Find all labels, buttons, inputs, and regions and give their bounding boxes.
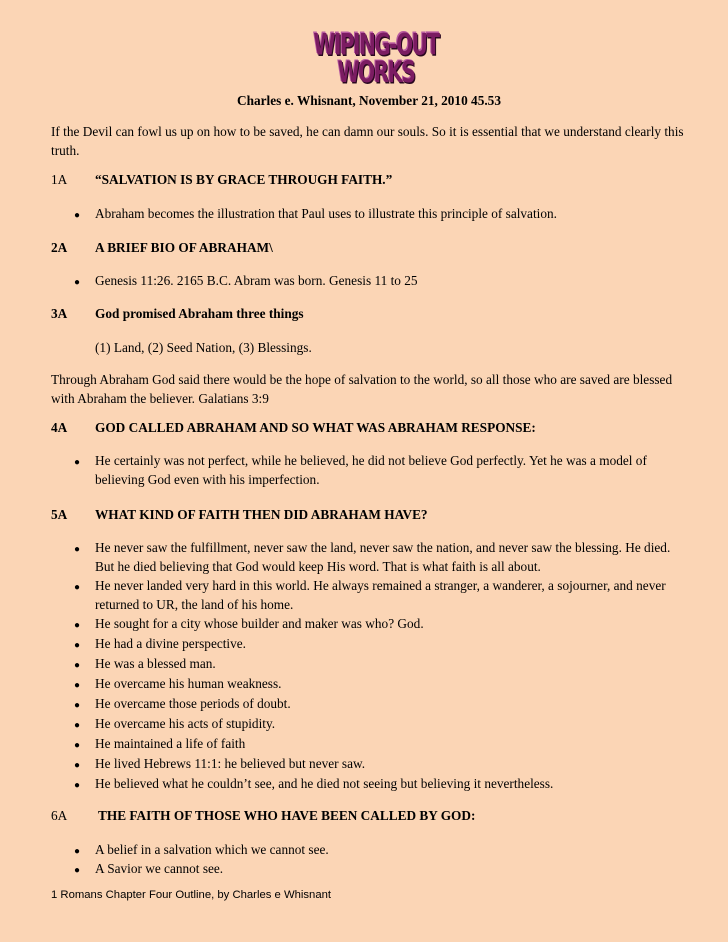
- section-number: 2A: [51, 240, 68, 255]
- bullet-icon: ●: [73, 846, 81, 857]
- list-item: ● Abraham becomes the illustration that Paul uses to illustrate this principle of salvation.: [51, 204, 687, 225]
- section-5a-heading: [51, 505, 428, 524]
- section-title: A BRIEF BIO OF ABRAHAM\: [95, 240, 273, 255]
- bullet-icon: ●: [73, 700, 81, 711]
- bullet-icon: ●: [73, 457, 81, 468]
- author-byline: Charles e. Whisnant, November 21, 2010 45.53: [237, 93, 501, 108]
- list-item: ● He never landed very hard in this world. He always remained a stranger, a wanderer, a sojourner, and never returned to UR, the land of his home.: [51, 576, 687, 614]
- list-item: ● He overcame his human weakness.: [51, 674, 687, 695]
- section-title: WHAT KIND OF FAITH THEN DID ABRAHAM HAVE?: [95, 507, 428, 522]
- page-footer: 1 Romans Chapter Four Outline, by Charles e Whisnant: [51, 889, 332, 901]
- list-item: ● He overcame his acts of stupidity.: [51, 714, 687, 735]
- bullet-icon: ●: [73, 780, 81, 791]
- section-title: GOD CALLED ABRAHAM AND SO WHAT WAS ABRAHAM RESPONSE:: [95, 420, 536, 435]
- promises-line: (1) Land, (2) Seed Nation, (3) Blessings.: [95, 340, 312, 355]
- bullet-icon: ●: [73, 640, 81, 651]
- list-item: ● He overcame those periods of doubt.: [51, 694, 687, 715]
- list-item: ● He believed what he couldn’t see, and he died not seeing but believing it nevertheless.: [51, 774, 687, 795]
- bullet-icon: ●: [73, 760, 81, 771]
- bullet-icon: ●: [73, 865, 81, 876]
- section-4a-heading: [51, 418, 536, 437]
- list-item: ● A belief in a salvation which we cannot see.: [51, 840, 687, 861]
- bullet-icon: ●: [73, 720, 81, 731]
- section-title: “SALVATION IS BY GRACE THROUGH FAITH.”: [95, 172, 393, 187]
- section-2a-heading: [51, 238, 273, 257]
- bullet-icon: ●: [73, 680, 81, 691]
- bullet-icon: ●: [73, 210, 81, 221]
- bullet-icon: ●: [73, 620, 81, 631]
- bullet-icon: ●: [73, 277, 81, 288]
- bullet-icon: ●: [73, 544, 81, 555]
- section-6a-heading: [51, 806, 475, 825]
- list-item: ● A Savior we cannot see.: [51, 859, 687, 880]
- section-number: 5A: [51, 507, 68, 522]
- section-number: 3A: [51, 306, 68, 321]
- list-item: ● He was a blessed man.: [51, 654, 687, 675]
- bullet-icon: ●: [73, 740, 81, 751]
- list-item: ● He certainly was not perfect, while he believed, he did not believe God perfectly. Yet he was a model of believing God even with his imperfection.: [51, 451, 687, 489]
- list-item: ● He had a divine perspective.: [51, 634, 687, 655]
- list-item: ● He maintained a life of faith: [51, 734, 687, 755]
- intro-paragraph: If the Devil can fowl us up on how to be saved, he can damn our souls. So it is essential that we understand clearly this truth.: [51, 124, 684, 158]
- list-item: ● He never saw the fulfillment, never saw the land, never saw the nation, and never saw the blessing. He died. But he died believing that God would keep His word. That is what faith is all about.: [51, 538, 687, 576]
- salvation-paragraph: Through Abraham God said there would be the hope of salvation to the world, so all those who are saved are blessed with Abraham the believer. Galatians 3:9: [51, 372, 673, 406]
- section-number: 4A: [51, 420, 68, 435]
- bullet-icon: ●: [73, 660, 81, 671]
- section-number: 6A: [51, 808, 68, 823]
- section-title: God promised Abraham three things: [95, 306, 304, 321]
- section-title: THE FAITH OF THOSE WHO HAVE BEEN CALLED BY GOD:: [98, 808, 476, 823]
- list-item: ● Genesis 11:26. 2165 B.C. Abram was born. Genesis 11 to 25: [51, 271, 687, 292]
- bullet-icon: ●: [73, 582, 81, 593]
- list-item: ● He sought for a city whose builder and maker was who? God.: [51, 614, 687, 635]
- section-3a-heading: [51, 304, 304, 323]
- section-number: 1A: [51, 172, 68, 187]
- list-item: ● He lived Hebrews 11:1: he believed but never saw.: [51, 754, 687, 775]
- wordart-title: WIPING-OUT WORKS: [313, 27, 439, 90]
- section-1a-heading: [51, 170, 392, 189]
